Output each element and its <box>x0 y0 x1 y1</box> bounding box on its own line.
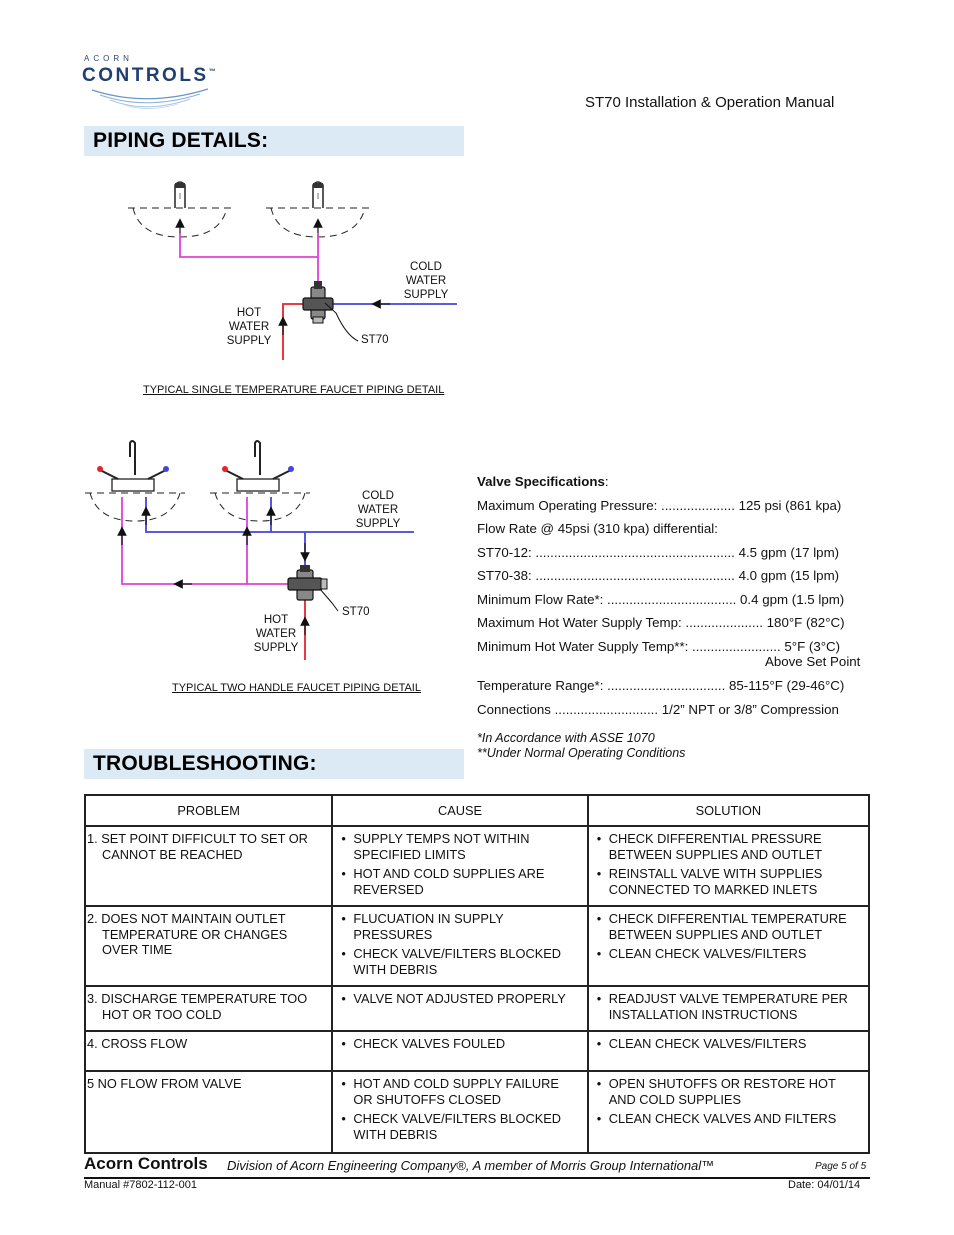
st70-valve-icon <box>303 281 333 323</box>
solution-item: • CHECK DIFFERENTIAL TEMPERATURE BETWEEN SUPPLIES AND OUTLET <box>595 911 862 942</box>
label-line: WATER <box>255 628 297 640</box>
label-line: WATER <box>357 504 399 516</box>
spec-min-hot-supply-temp: Minimum Hot Water Supply Temp**: ........................ 5°F (3°C) <box>477 639 841 654</box>
cause-cell <box>332 906 587 986</box>
spec-note-normal-conditions: **Under Normal Operating Conditions <box>477 746 686 760</box>
manual-title: ST70 Installation & Operation Manual <box>585 94 835 111</box>
label-line: WATER <box>228 321 270 333</box>
two-handle-st70-label: ST70 <box>342 606 370 618</box>
two-handle-diagram-caption: TYPICAL TWO HANDLE FAUCET PIPING DETAIL <box>172 682 421 694</box>
logo-brand: CONTROLS <box>82 65 209 86</box>
piping-details-heading-bar <box>84 126 464 156</box>
solution-cell <box>588 826 869 906</box>
label-line: SUPPLY <box>253 642 299 654</box>
table-header-row <box>85 795 869 826</box>
spec-min-flow-rate: Minimum Flow Rate*: ................................... 0.4 gpm (1.5 lpm) <box>477 592 845 607</box>
table-row <box>85 906 869 986</box>
cause-cell <box>332 1071 587 1153</box>
st70-valve-icon <box>288 565 327 600</box>
solution-cell <box>588 1031 869 1071</box>
problem-cell: 2. DOES NOT MAINTAIN OUTLET TEMPERATURE OR CHANGES OVER TIME <box>85 906 332 986</box>
single-cold-water-supply-label <box>396 260 456 302</box>
column-header-cause: CAUSE <box>332 795 587 826</box>
table-row <box>85 1071 869 1153</box>
cause-item: • CHECK VALVES FOULED <box>339 1036 580 1052</box>
cause-cell <box>332 1031 587 1071</box>
solution-item: • CHECK DIFFERENTIAL PRESSURE BETWEEN SUPPLIES AND OUTLET <box>595 831 862 862</box>
label-line: SUPPLY <box>226 335 272 347</box>
valve-specifications-title <box>477 474 609 489</box>
label-line: HOT <box>263 614 289 626</box>
two-handle-cold-water-supply-label <box>348 489 408 531</box>
table-row <box>85 826 869 906</box>
troubleshooting-heading: TROUBLESHOOTING: <box>93 752 317 775</box>
spec-st70-12: ST70-12: ...................................................... 4.5 gpm (17 lpm) <box>477 545 840 560</box>
single-st70-label: ST70 <box>361 334 389 346</box>
footer-manual-number: Manual #7802-112-001 <box>84 1179 197 1191</box>
single-hot-water-supply-label <box>219 306 279 348</box>
problem-cell: 5 NO FLOW FROM VALVE <box>85 1071 332 1153</box>
problem-cell: 3. DISCHARGE TEMPERATURE TOO HOT OR TOO COLD <box>85 986 332 1031</box>
column-header-problem: PROBLEM <box>85 795 332 826</box>
solution-cell <box>588 1071 869 1153</box>
spec-note-asse: *In Accordance with ASSE 1070 <box>477 731 655 745</box>
troubleshooting-heading-bar <box>84 749 464 779</box>
cause-cell <box>332 826 587 906</box>
two-handle-faucet-icon <box>222 441 294 491</box>
label-line: WATER <box>405 275 447 287</box>
cause-item: • HOT AND COLD SUPPLY FAILURE OR SHUTOFFS CLOSED <box>339 1076 580 1107</box>
column-header-solution: SOLUTION <box>588 795 869 826</box>
solution-item: • REINSTALL VALVE WITH SUPPLIES CONNECTED TO MARKED INLETS <box>595 866 862 897</box>
cause-item: • CHECK VALVE/FILTERS BLOCKED WITH DEBRIS <box>339 1111 580 1142</box>
cause-item: • SUPPLY TEMPS NOT WITHIN SPECIFIED LIMITS <box>339 831 580 862</box>
footer-date: Date: 04/01/14 <box>788 1179 861 1191</box>
spec-connections: Connections ............................ 1/2” NPT or 3/8” Compression <box>477 702 839 717</box>
footer-divider <box>84 1177 870 1179</box>
label-line: COLD <box>362 490 394 502</box>
logo-swoosh-icon <box>82 86 212 110</box>
cause-item: • CHECK VALVE/FILTERS BLOCKED WITH DEBRIS <box>339 946 580 977</box>
label-line: SUPPLY <box>355 518 401 530</box>
label-line: HOT <box>236 307 262 319</box>
solution-item: • CLEAN CHECK VALVES/FILTERS <box>595 1036 862 1052</box>
spec-above-set-point: Above Set Point <box>765 654 861 669</box>
table-row <box>85 1031 869 1071</box>
solution-item: • CLEAN CHECK VALVES/FILTERS <box>595 946 862 962</box>
spec-max-operating-pressure: Maximum Operating Pressure: .................... 125 psi (861 kpa) <box>477 498 842 513</box>
spec-max-hot-supply-temp: Maximum Hot Water Supply Temp: ..................... 180°F (82°C) <box>477 615 845 630</box>
spec-st70-38: ST70-38: ...................................................... 4.0 gpm (15 lpm) <box>477 568 840 583</box>
footer-division-text: Division of Acorn Engineering Company®, A member of Morris Group International™ <box>227 1158 715 1173</box>
solution-cell <box>588 986 869 1031</box>
logo-small-text: ACORN <box>84 54 133 63</box>
faucet-icon <box>175 182 185 208</box>
solution-item: • CLEAN CHECK VALVES AND FILTERS <box>595 1111 862 1127</box>
table-row <box>85 986 869 1031</box>
logo-main-text <box>82 65 218 87</box>
footer-company-name: Acorn Controls <box>84 1154 208 1173</box>
faucet-icon <box>313 182 323 208</box>
label-line: COLD <box>410 261 442 273</box>
single-diagram-caption: TYPICAL SINGLE TEMPERATURE FAUCET PIPING DETAIL <box>143 384 445 396</box>
spec-title-suffix: : <box>604 474 609 489</box>
logo-trademark: ™ <box>208 68 219 76</box>
cause-item: • VALVE NOT ADJUSTED PROPERLY <box>339 991 580 1007</box>
solution-item: • OPEN SHUTOFFS OR RESTORE HOT AND COLD SUPPLIES <box>595 1076 862 1107</box>
footer-page-number: Page 5 of 5 <box>815 1161 867 1172</box>
piping-details-heading: PIPING DETAILS: <box>93 129 269 152</box>
solution-item: • READJUST VALVE TEMPERATURE PER INSTALLATION INSTRUCTIONS <box>595 991 862 1022</box>
spec-title-text: Valve Specifications <box>477 474 605 489</box>
cause-item: • HOT AND COLD SUPPLIES ARE REVERSED <box>339 866 580 897</box>
spec-temperature-range: Temperature Range*: ................................ 85-115°F (29-46°C) <box>477 678 845 693</box>
label-line: SUPPLY <box>403 289 449 301</box>
cause-item: • FLUCUATION IN SUPPLY PRESSURES <box>339 911 580 942</box>
problem-cell: 4. CROSS FLOW <box>85 1031 332 1071</box>
two-handle-faucet-icon <box>97 441 169 491</box>
cause-cell <box>332 986 587 1031</box>
problem-cell: 1. SET POINT DIFFICULT TO SET OR CANNOT BE REACHED <box>85 826 332 906</box>
spec-flow-rate-heading: Flow Rate @ 45psi (310 kpa) differential: <box>477 521 718 536</box>
solution-cell <box>588 906 869 986</box>
two-handle-hot-water-supply-label <box>246 613 306 655</box>
troubleshooting-table <box>84 794 870 1154</box>
